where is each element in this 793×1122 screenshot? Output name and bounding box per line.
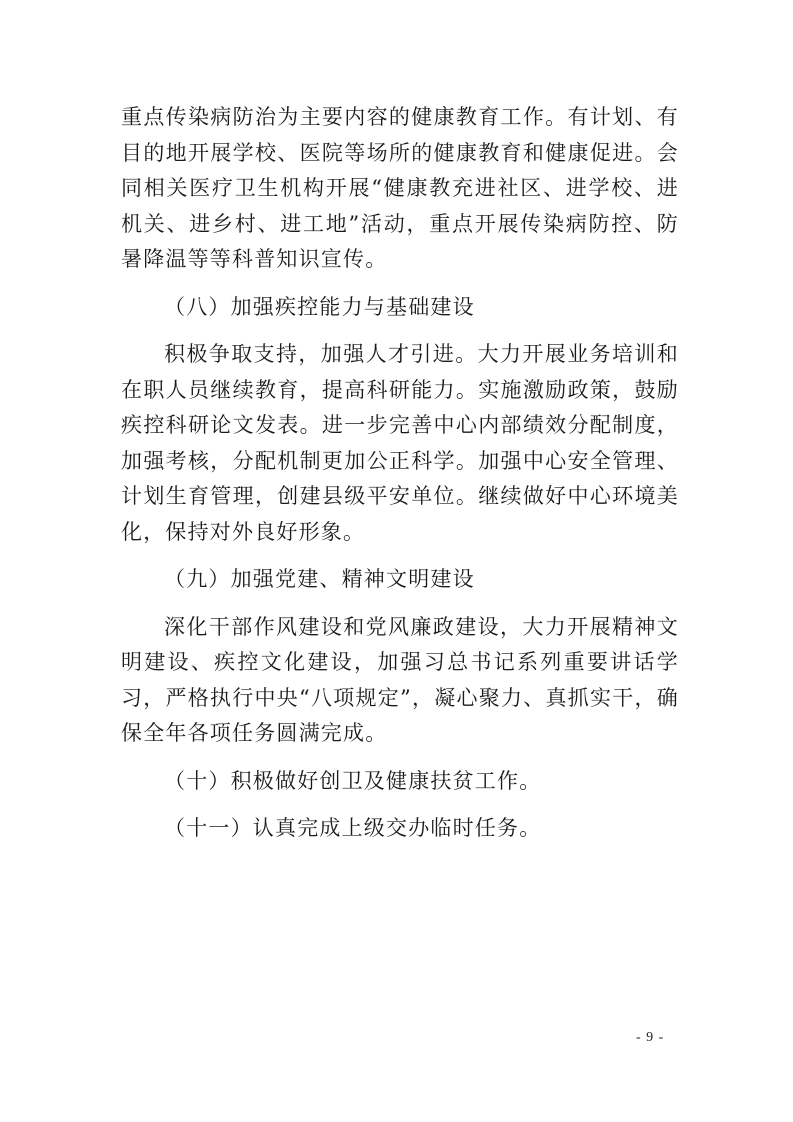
- section-heading-10: （十）积极做好创卫及健康扶贫工作。: [164, 768, 542, 793]
- paragraph-capacity-building: 积极争取支持，加强人才引进。大力开展业务培训和在职人员继续教育，提高科研能力。实施激励政策，鼓励疾控科研论文发表。进一步完善中心内部绩效分配制度，加强考核，分配机制更加公正科学。加强中心安全管理、计划生育管理，创建县级平安单位。继续做好中心环境美化，保持对外良好形象。: [121, 342, 679, 544]
- paragraph-party-building: 深化干部作风建设和党风廉政建设，大力开展精神文明建设、疾控文化建设，加强习总书记系列重要讲话学习，严格执行中央“八项规定”，凝心聚力、真抓实干，确保全年各项任务圆满完成。: [121, 614, 679, 745]
- document-body: [121, 100, 679, 847]
- page-number: - 9 -: [636, 1030, 665, 1045]
- section-heading-11: （十一）认真完成上级交办临时任务。: [164, 816, 542, 840]
- section-heading-9: （九）加强党建、精神文明建设: [164, 567, 475, 591]
- paragraph-health-education: 重点传染病防治为主要内容的健康教育工作。有计划、有目的地开展学校、医院等场所的健康教育和健康促进。会同相关医疗卫生机构开展“健康教充进社区、进学校、进机关、进乡村、进工地”活动，重点开展传染病防控、防暑降温等等科普知识宣传。: [121, 105, 679, 271]
- section-heading-8: （八）加强疾控能力与基础建设: [164, 294, 475, 319]
